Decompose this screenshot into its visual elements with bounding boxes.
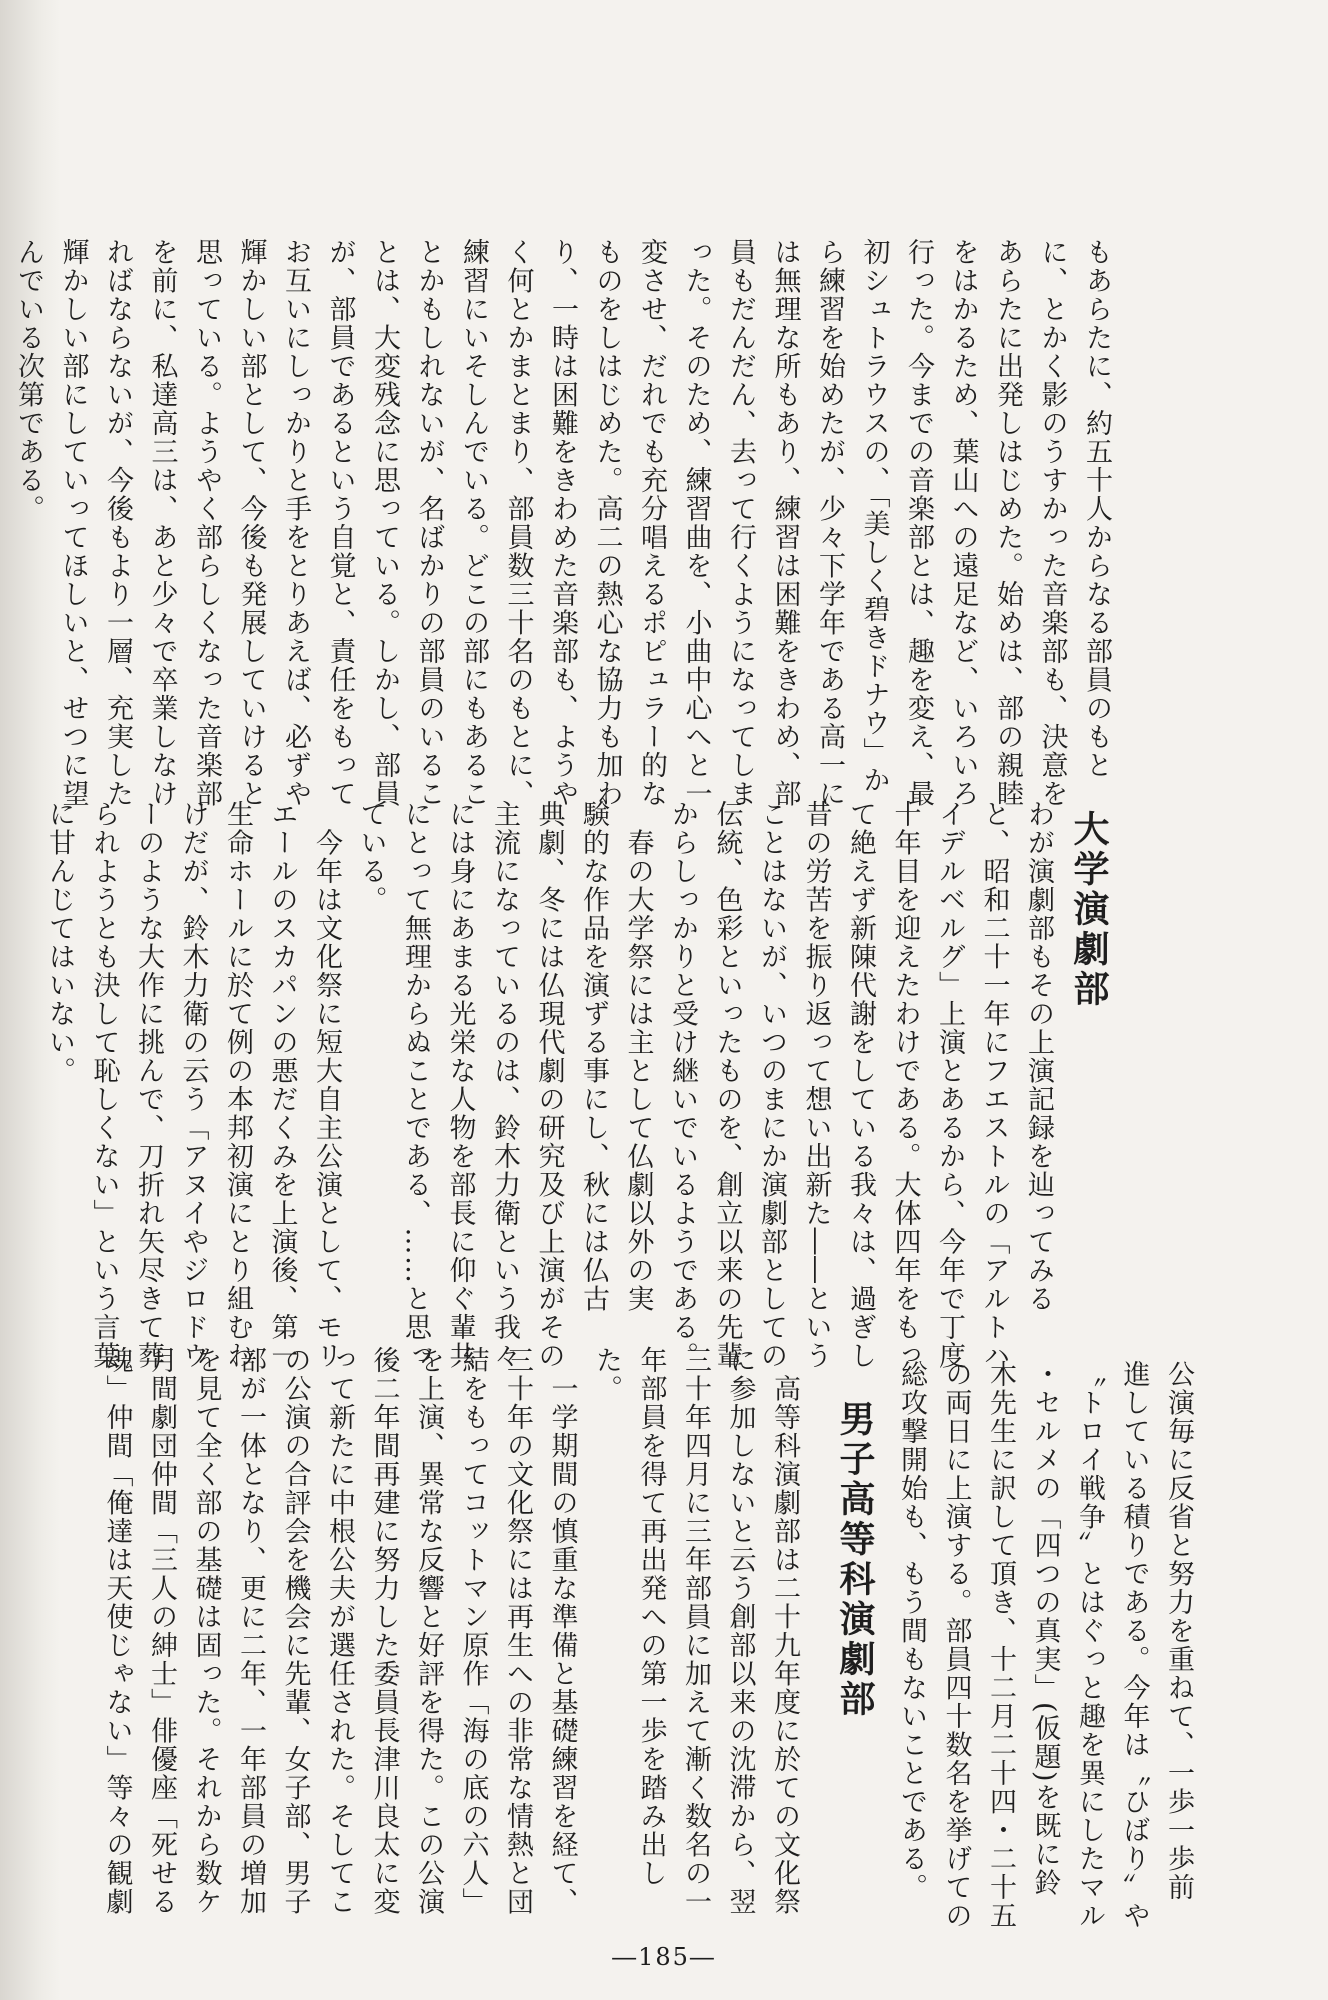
boys-high-drama-text: 高等科演劇部は二十九年度に於ての文化祭 に参加しないと云う創部以来の沈滞から、翌 三十年四月に三年部員に加えて漸く数名の一 年部員を得て再出発への第一歩を踏み出し た。 一学期間の慎重な準備と基礎練習を経て、 三十年の文化祭には再生への非常な情熱と団 結をもってコットマン原作「海の底の六人」 を上演、異常な反響と好評を得た。この公演 後二年間再建に努力した委員長津川良太に変 って新たに中根公夫が選任された。そしてこ の公演の合評会を機会に先輩、女子部、男子 部が一体となり、更に二年、一年部員の増加 を見て全く部の基礎は固った。それから数ケ 月間劇団仲間「三人の紳士」俳優座「死せる 魂」仲間「俺達は天使じゃない」等々の観劇 [101, 1346, 800, 1916]
university-drama-text: わが演劇部もその上演記録を辿ってみる と、昭和二十一年にフエストルの「アルトハ イデルベルグ」上演とあるから、今年で丁度 十年目を迎えたわけである。大体四年をもっ て絶えず新陳代謝をしている我々は、過ぎし 昔の労苦を振り返って想い出新た――という ことはないが、いつのまにか演劇部としての 伝統、色彩といったものを、創立以来の先輩 からしっかりと受け継いでいるようである。 春の大学祭には主として仏劇以外の実 験的な作品を演ずる事にし、秋には仏古 典劇、冬には仏現代劇の研究及び上演がその 主流になっているのは、鈴木力衛という我々 には身にあまる光栄な人物を部長に仰ぐ輩共 にとって無理からぬことである、……と思っ ている。 今年は文化祭に短大自主公演として、モリ エールのスカパンの悪だくみを上演後、第一 生命ホールに於て例の本邦初演にとり組むわ けだが、鈴木力衛の云う「アヌイやジロドウ ーのような大作に挑んで、刀折れ矢尽きて葬 られようとも決して恥しくない」という言葉 に甘んじてはいない。 [44, 800, 1054, 1370]
music-club-text: もあらたに、約五十人からなる部員のもと に、とかく影のうすかった音楽部も、決意を あらたに出発しはじめた。始めは、部の親睦 をはかるため、葉山への遠足など、いろいろ 行った。今までの音楽部とは、趣を変え、最 初シュトラウスの、「美しく碧きドナウ」か ら練習を始めたが、少々下学年である高一に は無理な所もあり、練習は困難をきわめ、部 員もだんだん、去って行くようになってしま った。そのため、練習曲を、小曲中心へと一 変させ、だれでも充分唱えるポピュラー的な ものをしはじめた。高二の熱心な協力も加わ り、一時は困難をきわめた音楽部も、ようや く何とかまとまり、部員数三十名のもとに、 練習にいそしんでいる。どこの部にもあるこ とかもしれないが、名ばかりの部員のいるこ とは、大変残念に思っている。しかし、部員 が、部員であるという自覚と、責任をもって お互いにしっかりと手をとりあえば、必ずや 輝かしい部として、今後も発展していけると 思っている。ようやく部らしくなった音楽部 を前に、私達高三は、あと少々で卒業しなけ ればならないが、今後もより一層、充実した 輝かしい部にしていってほしいと、せつに望 んでいる次第である。 [13, 238, 1112, 808]
page-number: ―185― [612, 1943, 716, 1971]
boys-high-drama-heading: 男子高等科演劇部 [834, 1400, 875, 1720]
drama-continued-text: 公演毎に反省と努力を重ねて、一歩一歩前 進している積りである。今年は〝ひばり〟や 〝トロイ戦争〟とはぐっと趣を異にしたマル ・セルメの「四つの真実」(仮題)を既に鈴 木先生に訳して頂き、十二月二十四・二十五 の両日に上演する。部員四十数名を挙げての 総攻撃開始も、もう間もないことである。 [896, 1360, 1194, 1930]
university-drama-heading: 大学演劇部 [1068, 810, 1109, 1010]
